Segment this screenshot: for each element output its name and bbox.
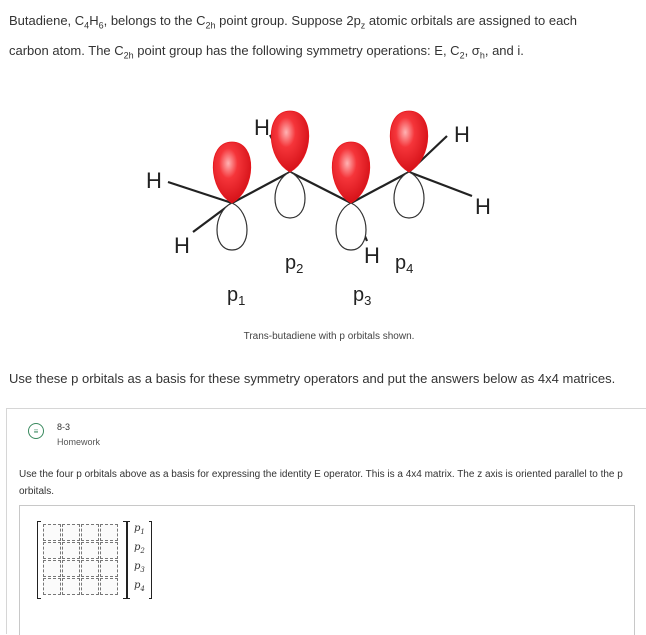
matrix-cell-2-3[interactable] (81, 542, 99, 559)
label-p3: $p_3$ (353, 284, 372, 308)
vector-left-bracket (127, 521, 130, 599)
intro-line-1: Butadiene, $C_4H_6$, belongs to the $C_{2h}$ point group. Suppose $2p_z$ atomic orbitals are assigned to each (9, 13, 578, 31)
matrix-cell-2-2[interactable] (62, 542, 80, 559)
h-atom-2: H (174, 233, 190, 258)
matrix-cell-4-2[interactable] (62, 578, 80, 595)
matrix-cell-4-1[interactable] (43, 578, 61, 595)
problem-intro (9, 6, 639, 66)
matrix-input (37, 521, 127, 599)
p4-lower-lobe (394, 172, 424, 218)
matrix-cell-1-3[interactable] (81, 524, 99, 541)
matrix-cell-3-3[interactable] (81, 560, 99, 577)
p2-upper-lobe (271, 111, 309, 172)
matrix-cell-1-1[interactable] (43, 524, 61, 541)
label-p4: $p_4$ (395, 252, 414, 276)
homework-number: 8-3 (57, 422, 71, 432)
butadiene-figure (118, 95, 518, 320)
vector-entry-p1: $p_1$ (134, 523, 145, 536)
p3-upper-lobe (332, 142, 370, 203)
p-vector (127, 521, 157, 599)
intro-line-2: carbon atom. The $C_{2h}$ point group has the following symmetry operations: E, $C_2$, $\sigma_h$, and i. (9, 43, 524, 61)
label-p1: $p_1$ (227, 284, 246, 308)
h-atom-5: H (454, 122, 470, 147)
matrix-cell-4-4[interactable] (100, 578, 118, 595)
instruction-text: Use these p orbitals as a basis for these symmetry operators and put the answers below as 4x4 matrices. (9, 371, 616, 386)
question-text: Use the four p orbitals above as a basis for expressing the identity E operator. This is a 4x4 matrix. The z axis is oriented parallel to the p orbitals. (19, 469, 623, 497)
matrix-cell-1-2[interactable] (62, 524, 80, 541)
vector-entry-p2: $p_2$ (134, 542, 145, 555)
p3-lower-lobe (336, 203, 366, 250)
h-atom-1: H (146, 168, 162, 193)
matrix-cell-3-1[interactable] (43, 560, 61, 577)
matrix-cell-4-3[interactable] (81, 578, 99, 595)
p4-upper-lobe (390, 111, 428, 172)
p1-upper-lobe (213, 142, 251, 203)
matrix-left-bracket (37, 521, 41, 599)
matrix-cell-3-2[interactable] (62, 560, 80, 577)
matrix-cell-1-4[interactable] (100, 524, 118, 541)
homework-type: Homework (57, 437, 101, 447)
vector-entry-p3: $p_3$ (134, 561, 145, 574)
matrix-cell-2-4[interactable] (100, 542, 118, 559)
matrix-cell-3-4[interactable] (100, 560, 118, 577)
vector-entry-p4: $p_4$ (134, 580, 145, 593)
matrix-grid (43, 524, 118, 595)
h-atom-6: H (475, 194, 491, 219)
homework-list-icon: ≡ (28, 423, 44, 439)
figure-caption: Trans-butadiene with p orbitals shown. (243, 331, 415, 342)
p2-lower-lobe (275, 172, 305, 218)
label-p2: $p_2$ (285, 252, 304, 276)
h-atom-3: H (254, 115, 270, 140)
homework-card (6, 408, 646, 634)
matrix-cell-2-1[interactable] (43, 542, 61, 559)
h-atom-4: H (364, 243, 380, 268)
vector-right-bracket (149, 521, 152, 599)
